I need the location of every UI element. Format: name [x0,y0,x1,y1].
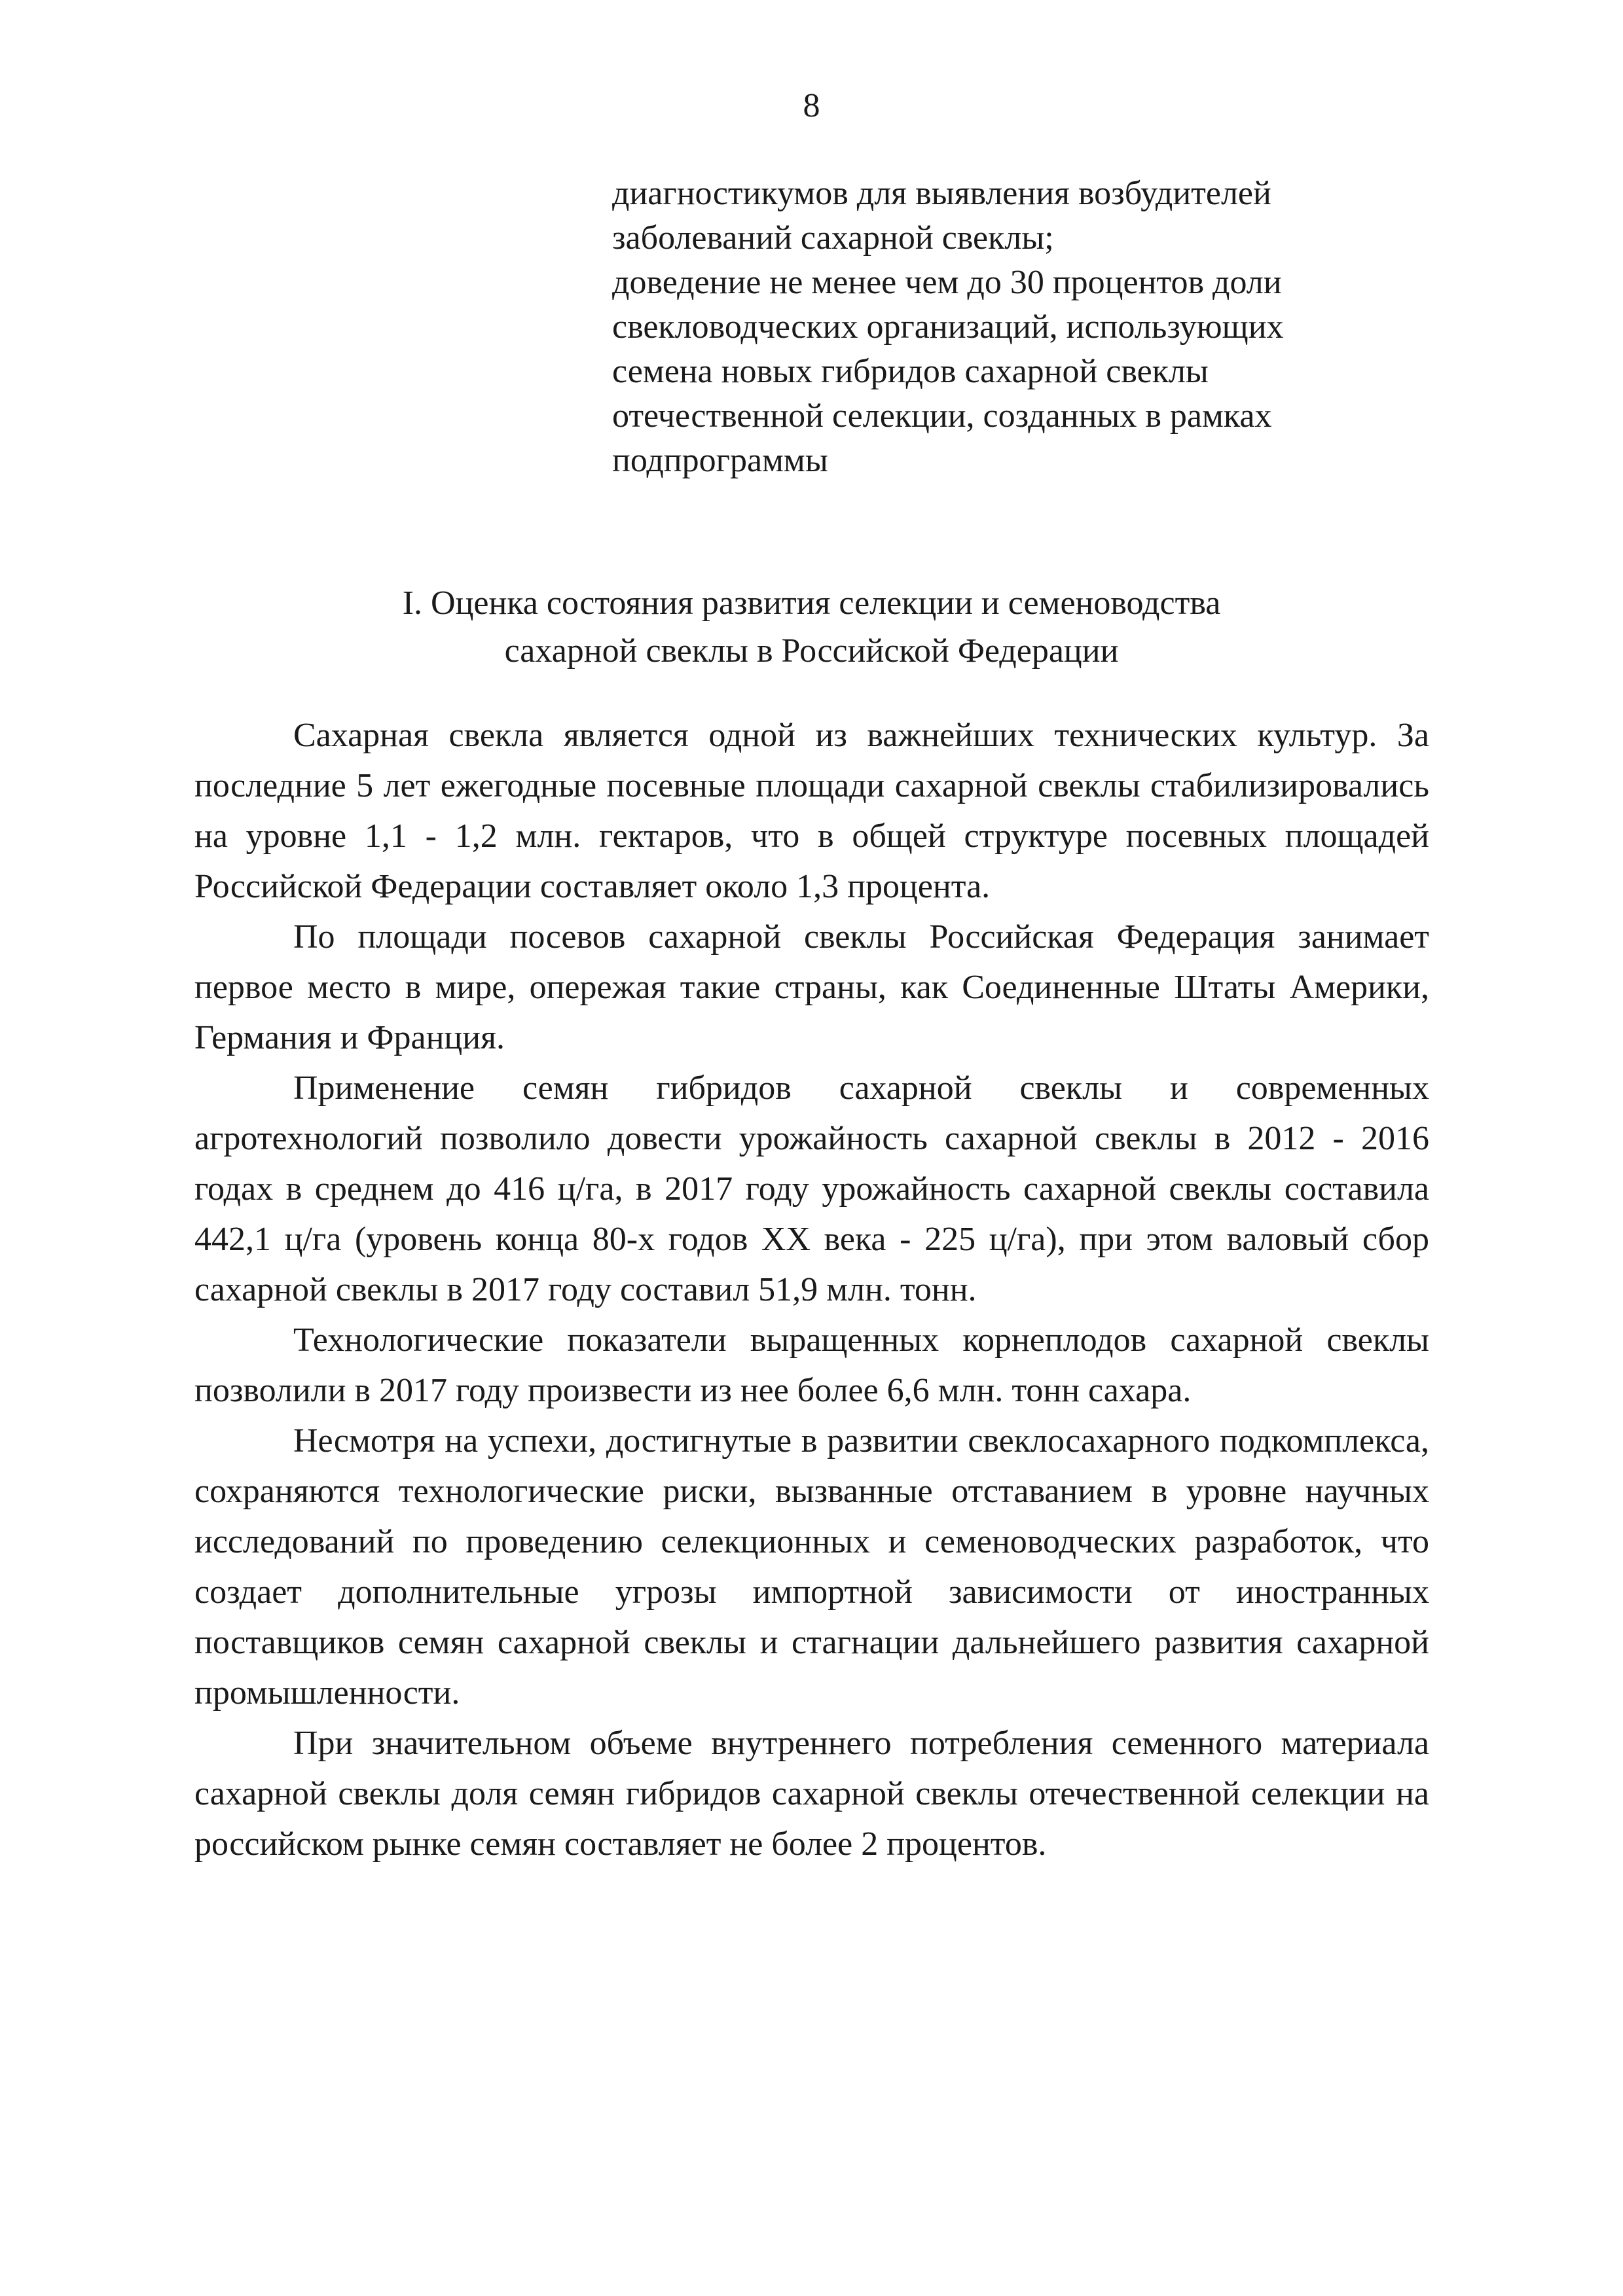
intro-line: отечественной селекции, созданных в рамках [612,397,1272,435]
intro-line: свекловодческих организаций, использующих [612,308,1284,346]
paragraph: Технологические показатели выращенных корнеплодов сахарной свеклы позволили в 2017 году произвести из нее более 6,6 млн. тонн сахара. [194,1321,1429,1409]
intro-line: заболеваний сахарной свеклы; [612,219,1054,257]
section-title [0,579,1623,675]
intro-line: диагностикумов для выявления возбудителей [612,175,1271,212]
paragraph: При значительном объеме внутреннего потребления семенного материала сахарной свеклы доля семян гибридов сахарной свеклы отечественной селекции на российском рынке семян составляет не более 2 процентов. [194,1725,1429,1863]
paragraph: Сахарная свекла является одной из важнейших технических культур. За последние 5 лет ежегодные посевные площади сахарной свеклы стабилизировались на уровне 1,1 - 1,2 млн. гектаров, что в общей структуре посевных площадей Российской Федерации составляет около 1,3 процента. [194,717,1429,905]
section-title-line-2: сахарной свеклы в Российской Федерации [504,632,1119,670]
intro-continuation [612,171,1529,483]
intro-line: доведение не менее чем до 30 процентов доли [612,264,1282,301]
page-number: 8 [803,87,820,124]
paragraph: Несмотря на успехи, достигнутые в развитии свеклосахарного подкомплекса, сохраняются технологические риски, вызванные отставанием в уровне научных исследований по проведению селекционных и семеноводческих разработок, что создает дополнительные угрозы импортной зависимости от иностранных поставщиков семян сахарной свеклы и стагнации дальнейшего развития сахарной промышленности. [194,1422,1429,1712]
intro-line: подпрограммы [612,442,828,479]
paragraph: По площади посевов сахарной свеклы Российская Федерация занимает первое место в мире, опережая такие страны, как Соединенные Штаты Америки, Германия и Франция. [194,918,1429,1056]
section-title-line-1: I. Оценка состояния развития селекции и семеноводства [402,584,1221,622]
intro-line: семена новых гибридов сахарной свеклы [612,353,1209,390]
body-text [194,710,1429,1869]
paragraph: Применение семян гибридов сахарной свеклы и современных агротехнологий позволило довести урожайность сахарной свеклы в 2012 - 2016 годах в среднем до 416 ц/га, в 2017 году урожайность сахарной свеклы составила 442,1 ц/га (уровень конца 80-х годов XX века - 225 ц/га), при этом валовый сбор сахарной свеклы в 2017 году составил 51,9 млн. тонн. [194,1069,1429,1308]
